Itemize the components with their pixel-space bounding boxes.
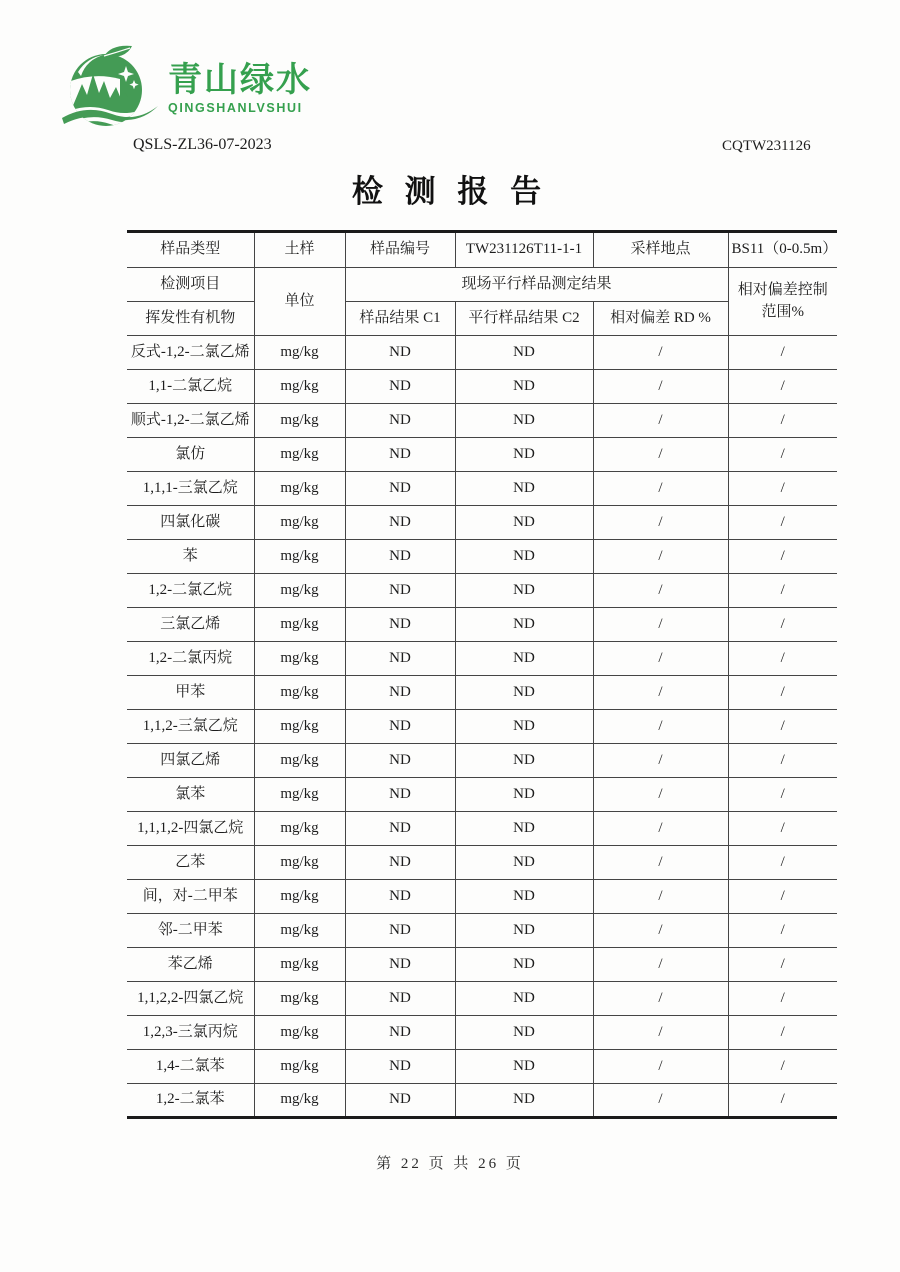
c2-result-cell: ND — [455, 404, 593, 438]
rd-cell: / — [593, 710, 728, 744]
unit-cell: mg/kg — [254, 948, 345, 982]
c1-result-cell: ND — [345, 642, 455, 676]
table-row — [127, 880, 837, 914]
rd-cell: / — [593, 608, 728, 642]
sample-type-label: 样品类型 — [127, 232, 254, 268]
unit-cell: mg/kg — [254, 608, 345, 642]
table-row — [127, 778, 837, 812]
c2-result-cell: ND — [455, 1016, 593, 1050]
control-range-cell: / — [728, 642, 837, 676]
table-row — [127, 982, 837, 1016]
analyte-name-cell: 1,4-二氯苯 — [127, 1050, 254, 1084]
c1-result-cell: ND — [345, 812, 455, 846]
analyte-name-cell: 1,1,2,2-四氯乙烷 — [127, 982, 254, 1016]
c2-result-cell: ND — [455, 336, 593, 370]
unit-cell: mg/kg — [254, 744, 345, 778]
c1-result-cell: ND — [345, 914, 455, 948]
c2-result-cell: ND — [455, 574, 593, 608]
control-range-cell: / — [728, 506, 837, 540]
rd-cell: / — [593, 370, 728, 404]
analyte-name-cell: 氯苯 — [127, 778, 254, 812]
unit-cell: mg/kg — [254, 710, 345, 744]
report-title: 检 测 报 告 — [351, 174, 549, 209]
c2-result-cell: ND — [455, 778, 593, 812]
rd-cell: / — [593, 948, 728, 982]
rd-cell: / — [593, 744, 728, 778]
c1-result-cell: ND — [345, 336, 455, 370]
unit-cell: mg/kg — [254, 336, 345, 370]
c2-result-cell: ND — [455, 914, 593, 948]
analyte-name-cell: 苯乙烯 — [127, 948, 254, 982]
category-label: 挥发性有机物 — [127, 302, 254, 336]
c1-result-cell: ND — [345, 472, 455, 506]
c2-result-cell: ND — [455, 506, 593, 540]
doc-code-right: CQTW231126 — [722, 138, 811, 154]
unit-cell: mg/kg — [254, 574, 345, 608]
parallel-group-label: 现场平行样品测定结果 — [345, 268, 728, 302]
unit-cell: mg/kg — [254, 676, 345, 710]
rd-cell: / — [593, 778, 728, 812]
table-row — [127, 642, 837, 676]
c1-result-cell: ND — [345, 540, 455, 574]
rd-cell: / — [593, 404, 728, 438]
table-row — [127, 574, 837, 608]
brand-subtitle: QINGSHANLVSHUI — [168, 101, 303, 116]
location-value: BS11（0-0.5m） — [728, 232, 837, 268]
unit-cell: mg/kg — [254, 778, 345, 812]
control-range-cell: / — [728, 574, 837, 608]
unit-cell: mg/kg — [254, 370, 345, 404]
c1-result-cell: ND — [345, 404, 455, 438]
analyte-name-cell: 氯仿 — [127, 438, 254, 472]
c1-result-cell: ND — [345, 1050, 455, 1084]
control-range-cell: / — [728, 472, 837, 506]
rd-cell: / — [593, 472, 728, 506]
rd-cell: / — [593, 438, 728, 472]
c1-result-cell: ND — [345, 982, 455, 1016]
doc-code-left: QSLS-ZL36-07-2023 — [133, 136, 272, 153]
analyte-name-cell: 乙苯 — [127, 846, 254, 880]
results-table-wrap — [127, 230, 837, 1119]
analyte-rows — [127, 336, 837, 1118]
control-range-cell: / — [728, 404, 837, 438]
control-range-cell: / — [728, 812, 837, 846]
control-range-cell: / — [728, 914, 837, 948]
c1-result-cell: ND — [345, 676, 455, 710]
unit-label: 单位 — [254, 268, 345, 336]
table-row — [127, 336, 837, 370]
c2-result-cell: ND — [455, 1050, 593, 1084]
results-table — [127, 230, 837, 1119]
company-logo-icon — [60, 42, 160, 128]
c2-result-cell: ND — [455, 948, 593, 982]
control-range-cell: / — [728, 744, 837, 778]
rd-cell: / — [593, 880, 728, 914]
analyte-name-cell: 邻-二甲苯 — [127, 914, 254, 948]
analyte-name-cell: 1,1,1-三氯乙烷 — [127, 472, 254, 506]
c2-label: 平行样品结果 C2 — [455, 302, 593, 336]
rd-cell: / — [593, 982, 728, 1016]
c1-result-cell: ND — [345, 370, 455, 404]
rd-cell: / — [593, 676, 728, 710]
c2-result-cell: ND — [455, 608, 593, 642]
control-range-cell: / — [728, 846, 837, 880]
analyte-name-cell: 1,2-二氯乙烷 — [127, 574, 254, 608]
c2-result-cell: ND — [455, 880, 593, 914]
analyte-name-cell: 甲苯 — [127, 676, 254, 710]
c1-result-cell: ND — [345, 1084, 455, 1118]
rd-cell: / — [593, 1016, 728, 1050]
c2-result-cell: ND — [455, 472, 593, 506]
unit-cell: mg/kg — [254, 438, 345, 472]
analyte-name-cell: 1,2,3-三氯丙烷 — [127, 1016, 254, 1050]
table-row — [127, 744, 837, 778]
control-range-cell: / — [728, 676, 837, 710]
c1-result-cell: ND — [345, 710, 455, 744]
analyte-name-cell: 1,1,2-三氯乙烷 — [127, 710, 254, 744]
header-row-1 — [127, 268, 837, 302]
analyte-name-cell: 四氯化碳 — [127, 506, 254, 540]
control-range-cell: / — [728, 1016, 837, 1050]
unit-cell: mg/kg — [254, 812, 345, 846]
analyte-name-cell: 四氯乙烯 — [127, 744, 254, 778]
analyte-name-cell: 1,2-二氯丙烷 — [127, 642, 254, 676]
rd-cell: / — [593, 1050, 728, 1084]
rd-cell: / — [593, 846, 728, 880]
table-row — [127, 1016, 837, 1050]
page-indicator: 第 22 页 共 26 页 — [376, 1156, 524, 1172]
c1-result-cell: ND — [345, 438, 455, 472]
c1-result-cell: ND — [345, 948, 455, 982]
analyte-name-cell: 1,1,1,2-四氯乙烷 — [127, 812, 254, 846]
table-row — [127, 608, 837, 642]
c2-result-cell: ND — [455, 438, 593, 472]
c1-result-cell: ND — [345, 880, 455, 914]
table-row — [127, 676, 837, 710]
control-range-cell: / — [728, 540, 837, 574]
analyte-name-cell: 顺式-1,2-二氯乙烯 — [127, 404, 254, 438]
c1-label: 样品结果 C1 — [345, 302, 455, 336]
control-range-cell: / — [728, 948, 837, 982]
c1-result-cell: ND — [345, 506, 455, 540]
control-range-cell: / — [728, 370, 837, 404]
table-row — [127, 948, 837, 982]
table-row — [127, 404, 837, 438]
c2-result-cell: ND — [455, 1084, 593, 1118]
sample-info-row — [127, 232, 837, 268]
analyte-name-cell: 苯 — [127, 540, 254, 574]
c2-result-cell: ND — [455, 370, 593, 404]
rd-cell: / — [593, 914, 728, 948]
analyte-name-cell: 间，对-二甲苯 — [127, 880, 254, 914]
unit-cell: mg/kg — [254, 540, 345, 574]
location-label: 采样地点 — [593, 232, 728, 268]
control-range-cell: / — [728, 1084, 837, 1118]
table-row — [127, 1084, 837, 1118]
unit-cell: mg/kg — [254, 642, 345, 676]
control-range-cell: / — [728, 1050, 837, 1084]
c2-result-cell: ND — [455, 744, 593, 778]
analyte-name-cell: 1,1-二氯乙烷 — [127, 370, 254, 404]
rd-cell: / — [593, 506, 728, 540]
sample-type-value: 土样 — [254, 232, 345, 268]
rd-cell: / — [593, 812, 728, 846]
unit-cell: mg/kg — [254, 982, 345, 1016]
c2-result-cell: ND — [455, 982, 593, 1016]
c1-result-cell: ND — [345, 608, 455, 642]
control-range-cell: / — [728, 778, 837, 812]
unit-cell: mg/kg — [254, 914, 345, 948]
brand-block — [60, 42, 312, 128]
c2-result-cell: ND — [455, 812, 593, 846]
unit-cell: mg/kg — [254, 404, 345, 438]
rd-label: 相对偏差 RD % — [593, 302, 728, 336]
analyte-name-cell: 三氯乙烯 — [127, 608, 254, 642]
analyte-name-cell: 反式-1,2-二氯乙烯 — [127, 336, 254, 370]
unit-cell: mg/kg — [254, 472, 345, 506]
table-row — [127, 506, 837, 540]
c2-result-cell: ND — [455, 676, 593, 710]
analyte-name-cell: 1,2-二氯苯 — [127, 1084, 254, 1118]
control-range-cell: / — [728, 880, 837, 914]
c1-result-cell: ND — [345, 778, 455, 812]
unit-cell: mg/kg — [254, 506, 345, 540]
control-range-cell: / — [728, 336, 837, 370]
c2-result-cell: ND — [455, 710, 593, 744]
sample-no-label: 样品编号 — [345, 232, 455, 268]
c1-result-cell: ND — [345, 1016, 455, 1050]
unit-cell: mg/kg — [254, 1050, 345, 1084]
brand-name: 青山绿水 — [168, 61, 312, 99]
rd-cell: / — [593, 1084, 728, 1118]
c1-result-cell: ND — [345, 574, 455, 608]
unit-cell: mg/kg — [254, 846, 345, 880]
table-row — [127, 812, 837, 846]
table-row — [127, 914, 837, 948]
rd-cell: / — [593, 336, 728, 370]
c2-result-cell: ND — [455, 846, 593, 880]
control-range-cell: / — [728, 438, 837, 472]
table-row — [127, 472, 837, 506]
c1-result-cell: ND — [345, 744, 455, 778]
control-range-cell: / — [728, 710, 837, 744]
sample-no-value: TW231126T11-1-1 — [455, 232, 593, 268]
table-row — [127, 438, 837, 472]
c1-result-cell: ND — [345, 846, 455, 880]
brand-text — [168, 62, 312, 115]
control-range-label: 相对偏差控制范围% — [728, 268, 837, 336]
table-row — [127, 370, 837, 404]
c2-result-cell: ND — [455, 540, 593, 574]
c2-result-cell: ND — [455, 642, 593, 676]
table-row — [127, 846, 837, 880]
unit-cell: mg/kg — [254, 880, 345, 914]
table-row — [127, 710, 837, 744]
test-item-label: 检测项目 — [127, 268, 254, 302]
rd-cell: / — [593, 540, 728, 574]
table-row — [127, 540, 837, 574]
unit-cell: mg/kg — [254, 1084, 345, 1118]
rd-cell: / — [593, 574, 728, 608]
unit-cell: mg/kg — [254, 1016, 345, 1050]
rd-cell: / — [593, 642, 728, 676]
control-range-cell: / — [728, 982, 837, 1016]
control-range-cell: / — [728, 608, 837, 642]
table-row — [127, 1050, 837, 1084]
